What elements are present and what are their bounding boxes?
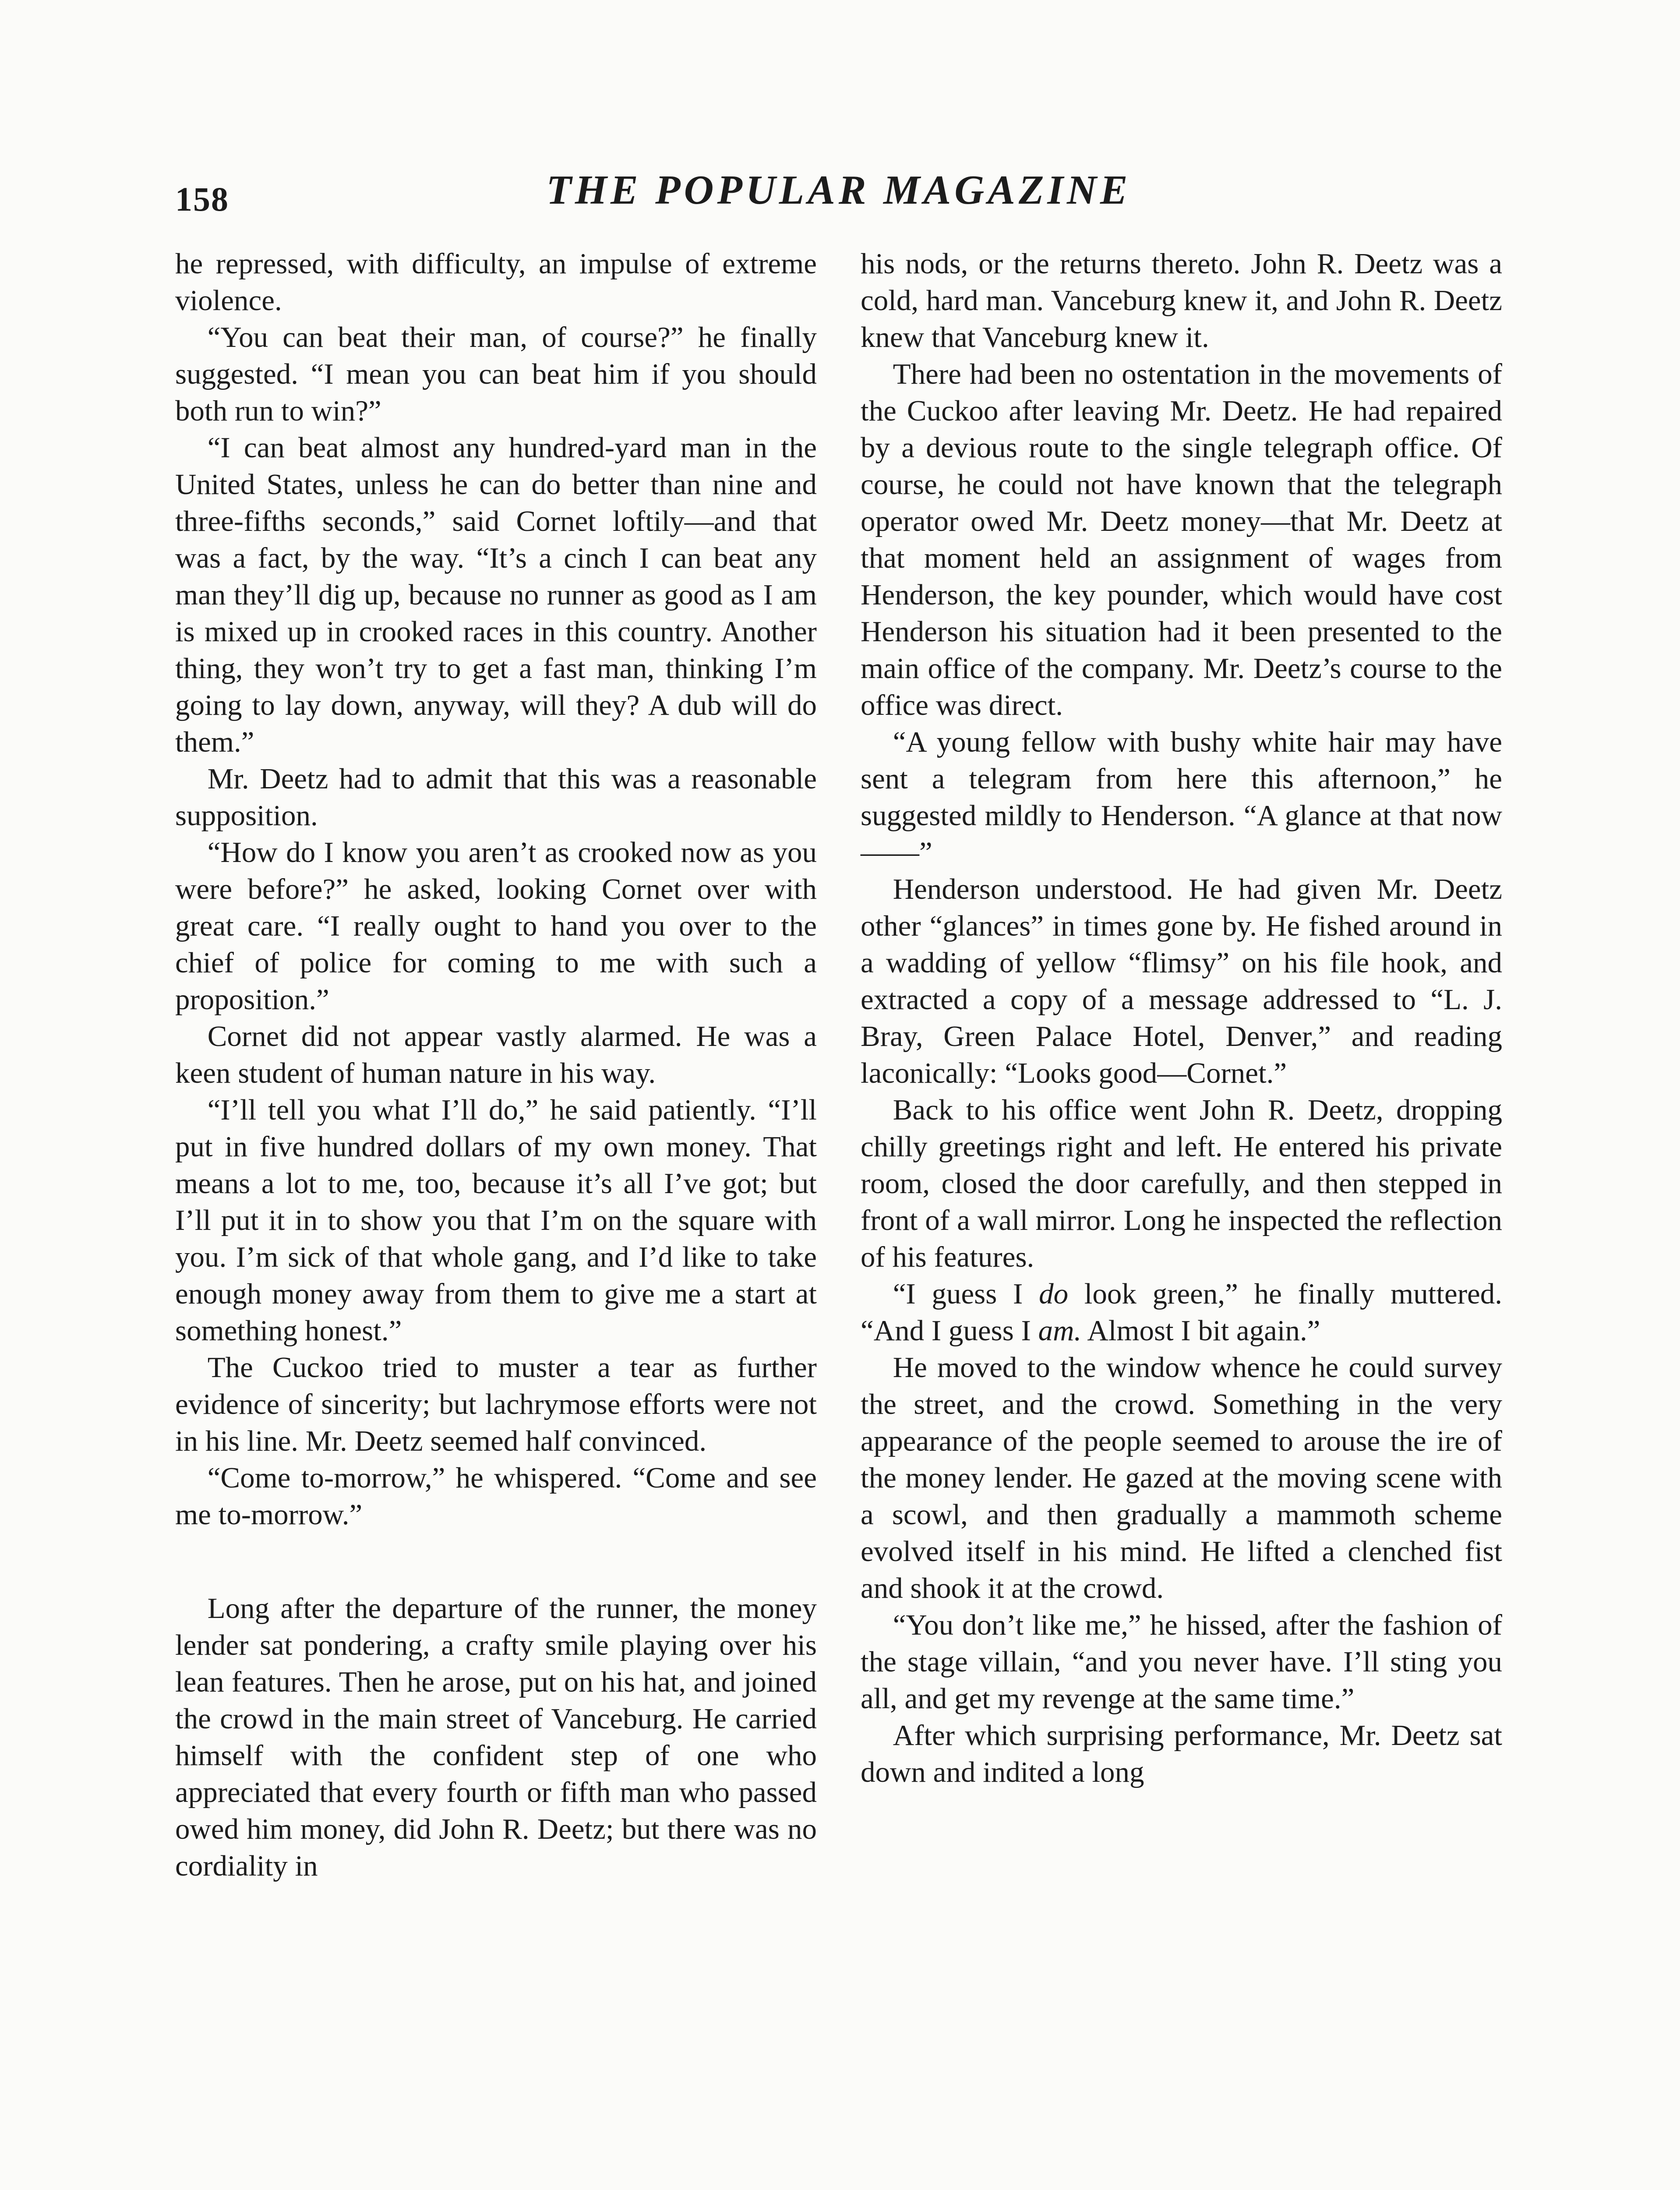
- right-column: [861, 245, 1502, 1791]
- paragraph: Long after the departure of the runner, the money lender sat pondering, a crafty smile playing over his lean features. Then he arose, put on his hat, and joined the crowd in the main street of Vanceburg. He carried himself with the confident step of one who appreciated that every fourth or fifth man who passed owed him money, did John R. Deetz; but there was no cordiality in: [175, 1592, 817, 1882]
- emphasis: am.: [1038, 1314, 1082, 1347]
- paragraph: Henderson understood. He had given Mr. Deetz other “glances” in times gone by. He fished around in a wadding of yellow “flimsy” on his file hook, and extracted a copy of a message addressed to “L. J. Bray, Green Palace Hotel, Denver,” and reading laconically: “Looks good—Cornet.”: [861, 873, 1502, 1089]
- paragraph: “Come to-morrow,” he whispered. “Come and see me to-morrow.”: [175, 1462, 817, 1531]
- paragraph: Back to his office went John R. Deetz, dropping chilly greetings right and left. He entered his private room, closed the door carefully, and then stepped in front of a wall mirror. Long he inspected the reflection of his features.: [861, 1094, 1502, 1273]
- paragraph: “You don’t like me,” he hissed, after the fashion of the stage villain, “and you never have. I’ll sting you all, and get my revenge at the same time.”: [861, 1609, 1502, 1715]
- paragraph: He moved to the window whence he could survey the street, and the crowd. Something in the very appearance of the people seemed to arouse the ire of the money lender. He gazed at the moving scene with a scowl, and then gradually a mammoth scheme evolved itself in his mind. He lifted a clenched fist and shook it at the crowd.: [861, 1351, 1502, 1604]
- paragraph: his nods, or the returns thereto. John R. Deetz was a cold, hard man. Vanceburg knew it, and John R. Deetz knew that Vanceburg knew it.: [861, 247, 1502, 353]
- emphasis: do: [1039, 1278, 1069, 1310]
- paragraph: “A young fellow with bushy white hair may have sent a telegram from here this afternoon,” he suggested mildly to Henderson. “A glance at that now——”: [861, 726, 1502, 869]
- paragraph: “You can beat their man, of course?” he finally suggested. “I mean you can beat him if you should both run to win?”: [175, 321, 817, 427]
- text-run: look green,” he finally muttered. “And I guess I: [861, 1278, 1502, 1347]
- paragraph: Cornet did not appear vastly alarmed. He was a keen student of human nature in his way.: [175, 1020, 817, 1089]
- page-number: 158: [175, 180, 229, 218]
- paragraph: he repressed, with difficulty, an impulse of extreme violence.: [175, 247, 817, 317]
- text-run: “I guess I: [893, 1278, 1039, 1310]
- paragraph: After which surprising performance, Mr. Deetz sat down and indited a long: [861, 1719, 1502, 1788]
- paragraph: “How do I know you aren’t as crooked now as you were before?” he asked, looking Cornet over with great care. “I really ought to hand you over to the chief of police for coming to me with such a proposition.”: [175, 836, 817, 1016]
- paragraph: The Cuckoo tried to muster a tear as further evidence of sincerity; but lachrymose efforts were not in his line. Mr. Deetz seemed half convinced.: [175, 1351, 817, 1457]
- paragraph: “I can beat almost any hundred-yard man in the United States, unless he can do better than nine and three-fifths seconds,” said Cornet loftily—and that was a fact, by the way. “It’s a cinch I can beat any man they’ll dig up, because no runner as good as I am is mixed up in crooked races in this country. Another thing, they won’t try to get a fast man, thinking I’m going to lay down, anyway, will they? A dub will do them.”: [175, 431, 817, 758]
- page-header: [175, 166, 1502, 228]
- paragraph: There had been no ostentation in the movements of the Cuckoo after leaving Mr. Deetz. He had repaired by a devious route to the single telegraph office. Of course, he could not have known that the telegraph operator owed Mr. Deetz money—that Mr. Deetz at that moment held an assignment of wages from Henderson, the key pounder, which would have cost Henderson his situation had it been presented to the main office of the company. Mr. Deetz’s course to the office was direct.: [861, 358, 1502, 721]
- text-run: Almost I bit again.”: [1081, 1314, 1320, 1347]
- paragraph: Mr. Deetz had to admit that this was a reasonable supposition.: [175, 763, 817, 832]
- paragraph: “I’ll tell you what I’ll do,” he said patiently. “I’ll put in five hundred dollars of my own money. That means a lot to me, too, because it’s all I’ve got; but I’ll put it in to show you that I’m on the square with you. I’m sick of that whole gang, and I’d like to take enough money away from them to give me a start at something honest.”: [175, 1094, 817, 1347]
- left-column: [175, 245, 817, 1884]
- running-title: THE POPULAR MAGAZINE: [546, 167, 1131, 213]
- paragraph-mixed: [861, 1275, 1502, 1349]
